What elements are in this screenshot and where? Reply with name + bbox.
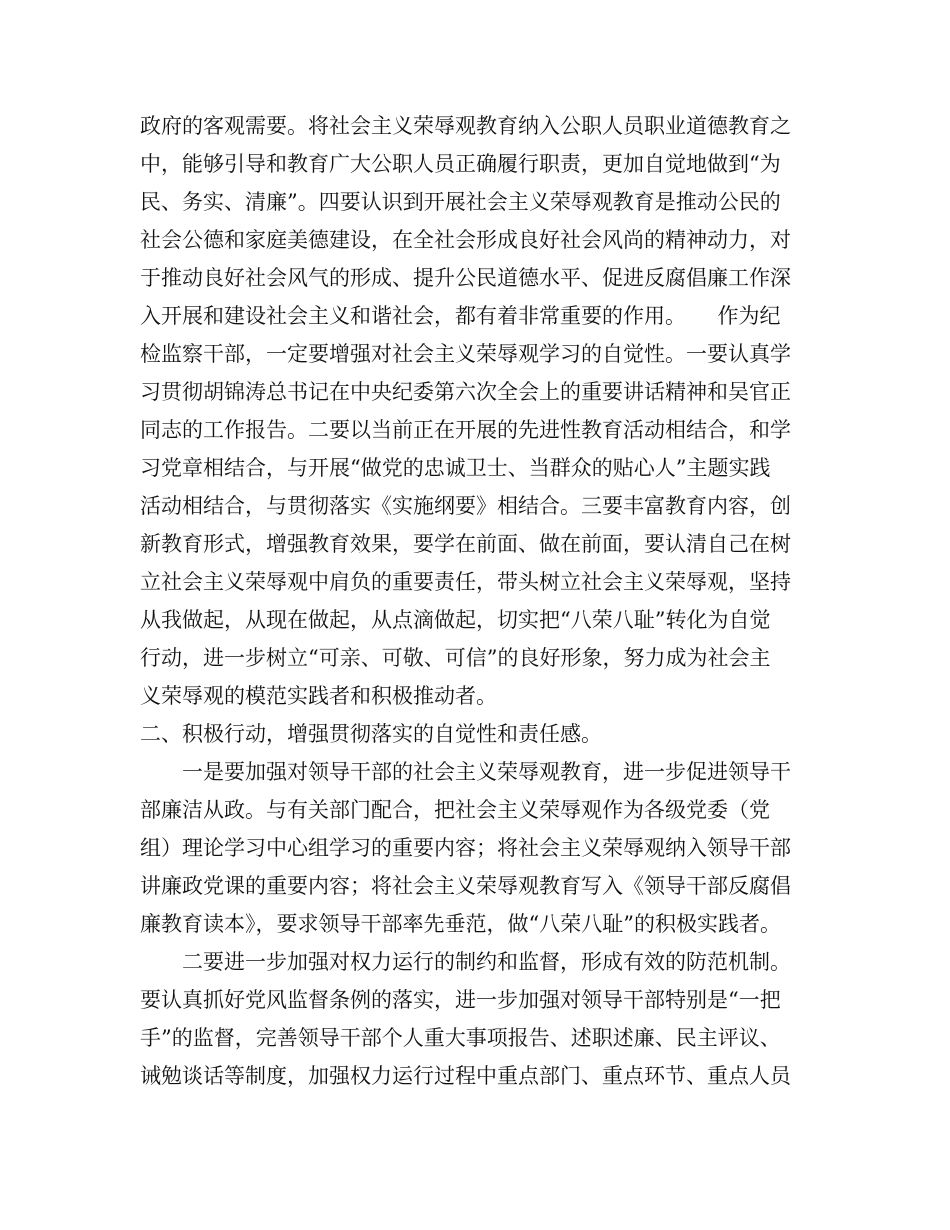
text-line: 活动相结合，与贯彻落实《实施纲要》相结合。三要丰富教育内容，创 — [140, 494, 791, 518]
text-line: 诫勉谈话等制度，加强权力运行过程中重点部门、重点环节、重点人员 — [140, 1064, 791, 1088]
text-line: 政府的客观需要。将社会主义荣辱观教育纳入公职人员职业道德教育之 — [140, 114, 791, 138]
text-line: 组）理论学习中心组学习的重要内容；将社会主义荣辱观纳入领导干部 — [140, 836, 791, 860]
text-line: 中，能够引导和教育广大公职人员正确履行职责，更加自觉地做到“为 — [140, 152, 781, 176]
text-line: 从我做起，从现在做起，从点滴做起，切实把“八荣八耻”转化为自觉 — [140, 608, 771, 632]
text-line: 要认真抓好党风监督条例的落实，进一步加强对领导干部特别是“一把 — [140, 988, 781, 1012]
body-text-block-2 — [140, 943, 830, 1095]
text-line: 讲廉政党课的重要内容；将社会主义荣辱观教育写入《领导干部反腐倡 — [140, 874, 791, 898]
text-line: 同志的工作报告。二要以当前正在开展的先进性教育活动相结合，和学 — [140, 418, 791, 442]
text-line: 立社会主义荣辱观中肩负的重要责任，带头树立社会主义荣辱观，坚持 — [140, 570, 791, 594]
section-heading: 二、积极行动，增强贯彻落实的自觉性和责任感。 — [140, 722, 602, 746]
text-line: 习党章相结合，与开展“做党的忠诚卫士、当群众的贴心人”主题实践 — [140, 456, 771, 480]
text-line: 行动，进一步树立“可亲、可敬、可信”的良好形象，努力成为社会主 — [140, 646, 771, 670]
text-line: 民、务实、清廉”。四要认识到开展社会主义荣辱观教育是推动公民的 — [140, 190, 781, 214]
text-line: 义荣辱观的模范实践者和积极推动者。 — [140, 684, 497, 708]
body-text-block-1 — [140, 107, 830, 943]
text-line: 手”的监督，完善领导干部个人重大事项报告、述职述廉、民主评议、 — [140, 1026, 781, 1050]
text-line: 于推动良好社会风气的形成、提升公民道德水平、促进反腐倡廉工作深 — [140, 266, 791, 290]
text-line: 廉教育读本》，要求领导干部率先垂范，做“八荣八耻”的积极实践者。 — [140, 912, 781, 936]
text-line: 二要进一步加强对权力运行的制约和监督，形成有效的防范机制。 — [140, 950, 791, 974]
text-line: 部廉洁从政。与有关部门配合，把社会主义荣辱观作为各级党委（党 — [140, 798, 770, 822]
text-line: 习贯彻胡锦涛总书记在中央纪委第六次全会上的重要讲话精神和吴官正 — [140, 380, 791, 404]
text-line: 检监察干部，一定要增强对社会主义荣辱观学习的自觉性。一要认真学 — [140, 342, 791, 366]
text-line: 入开展和建设社会主义和谐社会，都有着非常重要的作用。 作为纪 — [140, 304, 781, 328]
text-line: 新教育形式，增强教育效果，要学在前面、做在前面，要认清自己在树 — [140, 532, 791, 556]
text-line: 一是要加强对领导干部的社会主义荣辱观教育，进一步促进领导干 — [140, 760, 791, 784]
text-line: 社会公德和家庭美德建设，在全社会形成良好社会风尚的精神动力，对 — [140, 228, 791, 252]
